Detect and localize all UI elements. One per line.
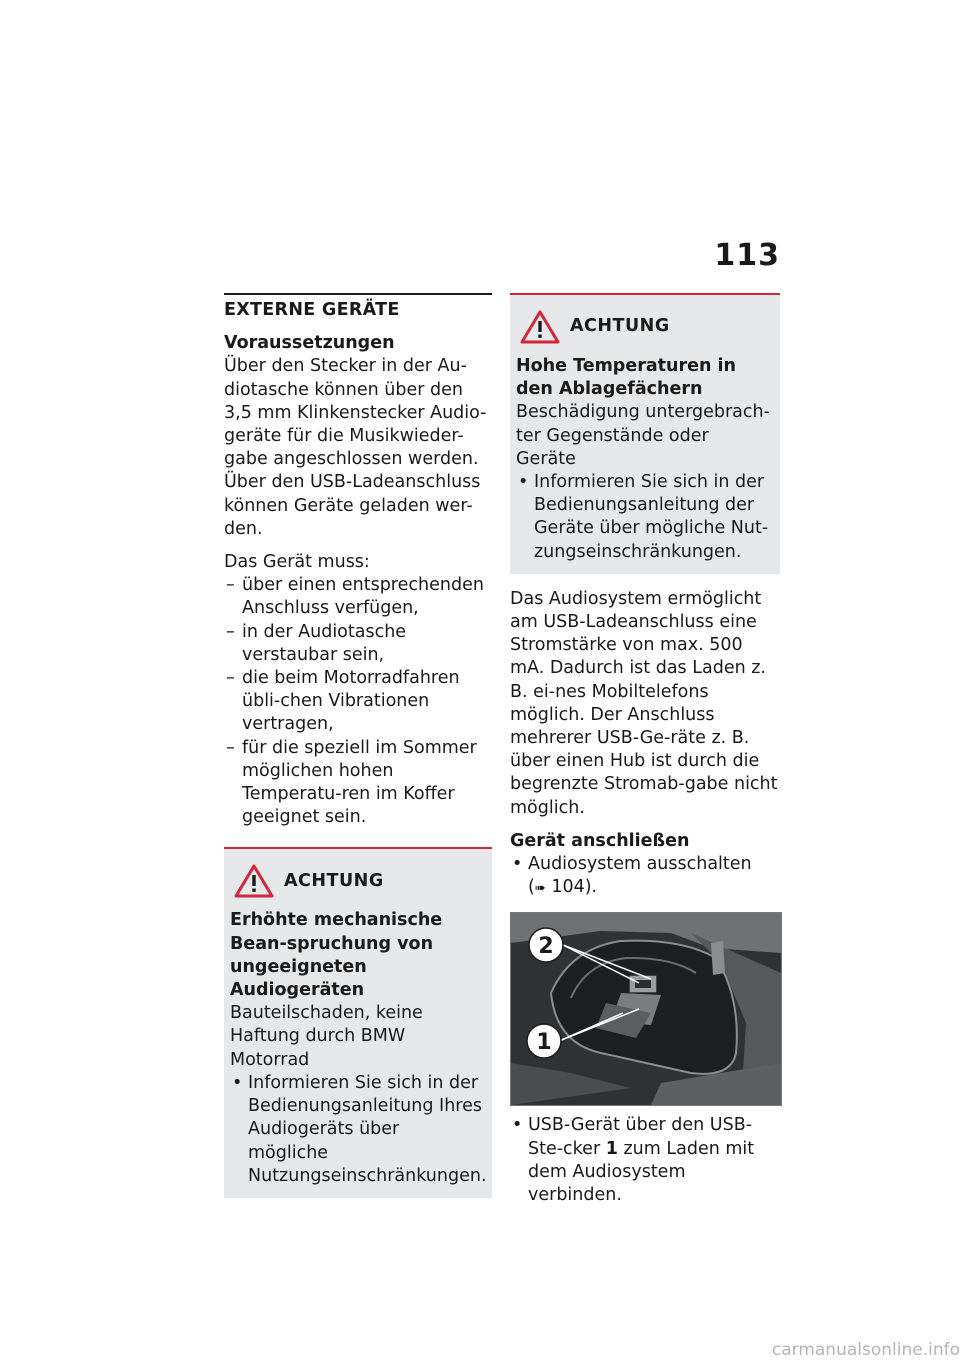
- warning-subtitle: Erhöhte mechanische Bean-spruchung von ungeeigneten Audiogeräten: [230, 910, 443, 1001]
- left-column: [224, 293, 492, 1198]
- intro-paragraph: Über den Stecker in der Au-diotasche können über den 3,5 mm Klinkenstecker Audio-geräte für die Musikwieder-gabe angeschlossen werden. Über den USB-Ladeanschluss können Geräte geladen wer-den.: [224, 356, 487, 539]
- warning-header: [230, 859, 484, 903]
- warning-header: [516, 305, 772, 349]
- lead-text: Das Gerät muss:: [224, 552, 370, 573]
- warning-subtitle: Hohe Temperaturen in den Ablagefächern: [516, 356, 736, 400]
- body-paragraph: Das Audiosystem ermöglicht am USB-Ladeanschluss eine Stromstärke von max. 500 mA. Dadurch ist das Laden z. B. ei-nes Mobiltelefons möglich. Der Anschluss mehrerer USB-Ge-räte z. B. über einen Hub ist durch die begrenzte Stromab-gabe nicht möglich.: [510, 588, 778, 818]
- right-column: [510, 293, 780, 1207]
- step-list: [510, 853, 780, 900]
- warning-title: ACHTUNG: [284, 870, 384, 891]
- warning-actions: [516, 471, 772, 564]
- figure-label-2: 2: [538, 934, 554, 960]
- figure-label-1: 1: [536, 1030, 552, 1056]
- warning-consequence: Beschädigung untergebrach-ter Gegenstände oder Geräte: [516, 402, 770, 469]
- warning-box-mechanical: [224, 847, 492, 1197]
- warning-consequence: Bauteilschaden, keine Haftung durch BMW Motorrad: [230, 1003, 423, 1070]
- list-item: – über einen entsprechenden Anschluss verfügen,: [226, 575, 484, 619]
- warning-box-temperature: [510, 293, 780, 574]
- list-item: • Informieren Sie sich in der Bedienungsanleitung der Geräte über mögliche Nut-zungseinschränkungen.: [518, 472, 769, 562]
- page-reference[interactable]: 104: [551, 877, 585, 898]
- step-list-2: [510, 1114, 780, 1207]
- page-number: 113: [714, 238, 780, 273]
- list-item: – in der Audiotasche verstaubar sein,: [226, 621, 407, 665]
- list-item: • Informieren Sie sich in der Bedienungsanleitung Ihres Audiogeräts über mögliche Nutzungseinschränkungen.: [232, 1072, 487, 1186]
- list-item: • USB-Gerät über den USB-Ste-cker 1 zum Laden mit dem Audiosystem verbinden.: [512, 1115, 755, 1206]
- list-item: – die beim Motorradfahren übli-chen Vibrationen vertragen,: [226, 668, 460, 735]
- usb-connector-figure: [510, 912, 782, 1106]
- subhead-requirements: Voraussetzungen: [224, 333, 395, 354]
- warning-title: ACHTUNG: [570, 316, 670, 337]
- section-rule: [224, 293, 492, 295]
- page-reference-arrow-icon: ➠: [534, 881, 546, 897]
- watermark: carmanualsonline.info: [771, 1340, 960, 1360]
- warning-actions: [230, 1072, 487, 1188]
- list-item: – für die speziell im Sommer möglichen hohen Temperatu-ren im Koffer geeignet sein.: [226, 737, 477, 828]
- section-title: EXTERNE GERÄTE: [224, 300, 400, 320]
- warning-triangle-icon: [234, 863, 274, 899]
- warning-triangle-icon: [520, 309, 560, 345]
- list-item: • Audiosystem ausschalten (➠ 104).: [510, 853, 780, 900]
- usb-connector-illustration: [511, 913, 781, 1105]
- subhead-connect: Gerät anschließen: [510, 830, 690, 851]
- requirements-list: [224, 574, 492, 829]
